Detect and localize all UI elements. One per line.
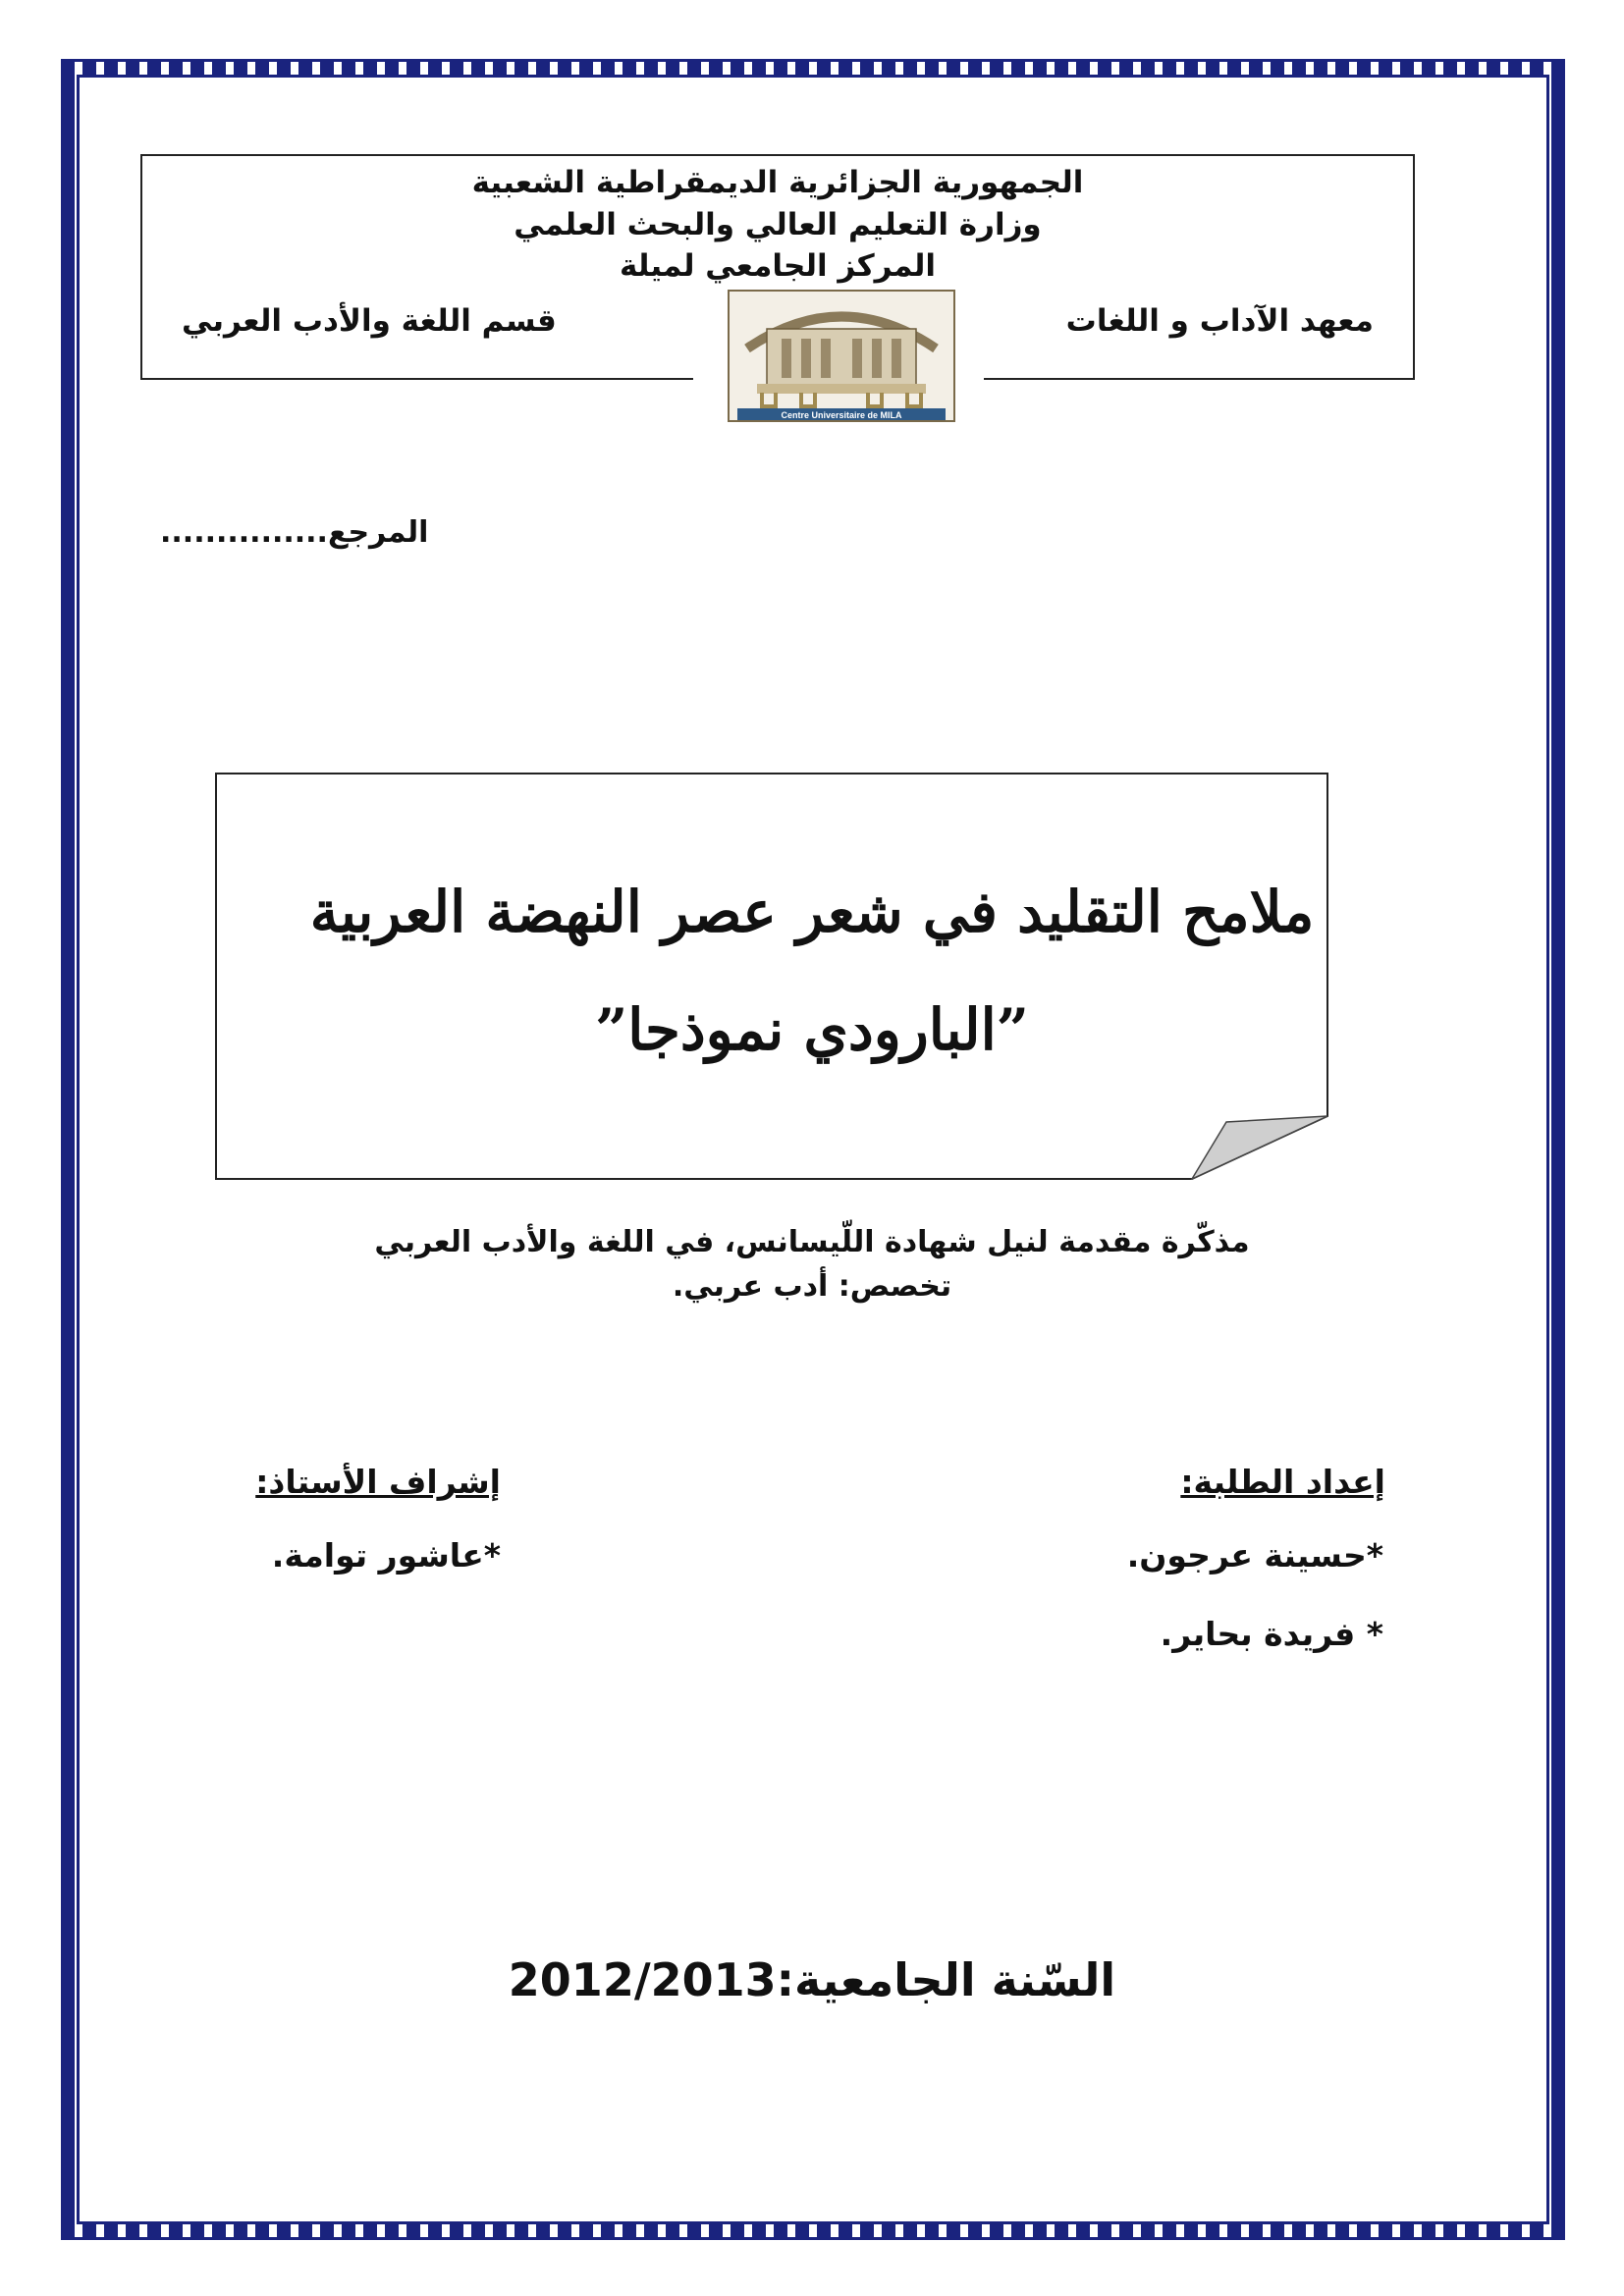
header-institute: معهد الآداب و اللغات (1065, 303, 1374, 339)
supervisor-label: إشراف الأستاذ: (255, 1463, 501, 1501)
header-republic: الجمهورية الجزائرية الديمقراطية الشعبية (471, 165, 1084, 200)
header-center: المركز الجامعي لميلة (619, 248, 937, 284)
header-ministry: وزارة التعليم العالي والبحث العلمي (514, 207, 1042, 242)
thesis-title: ملامح التقليد في شعر عصر النهضة العربية (309, 879, 1315, 945)
university-logo (728, 290, 955, 422)
thesis-subtitle: ”البارودي نموذجا” (594, 996, 1030, 1063)
memo-description: مذكّرة مقدمة لنيل شهادة اللّيسانس، في اللغة والأدب العربي (374, 1225, 1250, 1259)
header-department: قسم اللغة والأدب العربي (182, 303, 557, 339)
title-frame (215, 773, 1328, 1180)
student-name-2: * فريدة بحاير. (1160, 1615, 1383, 1653)
students-label: إعداد الطلبة: (1180, 1463, 1385, 1501)
logo-caption: Centre Universitaire de MILA (781, 410, 902, 420)
supervisor-name: *عاشور توامة. (271, 1536, 501, 1575)
reference-field: المرجع............... (160, 515, 429, 550)
memo-specialty: تخصص: أدب عربي. (672, 1269, 952, 1304)
academic-year: السّنة الجامعية:2012/2013 (508, 1953, 1116, 2006)
student-name-1: *حسينة عرجون. (1126, 1536, 1383, 1575)
